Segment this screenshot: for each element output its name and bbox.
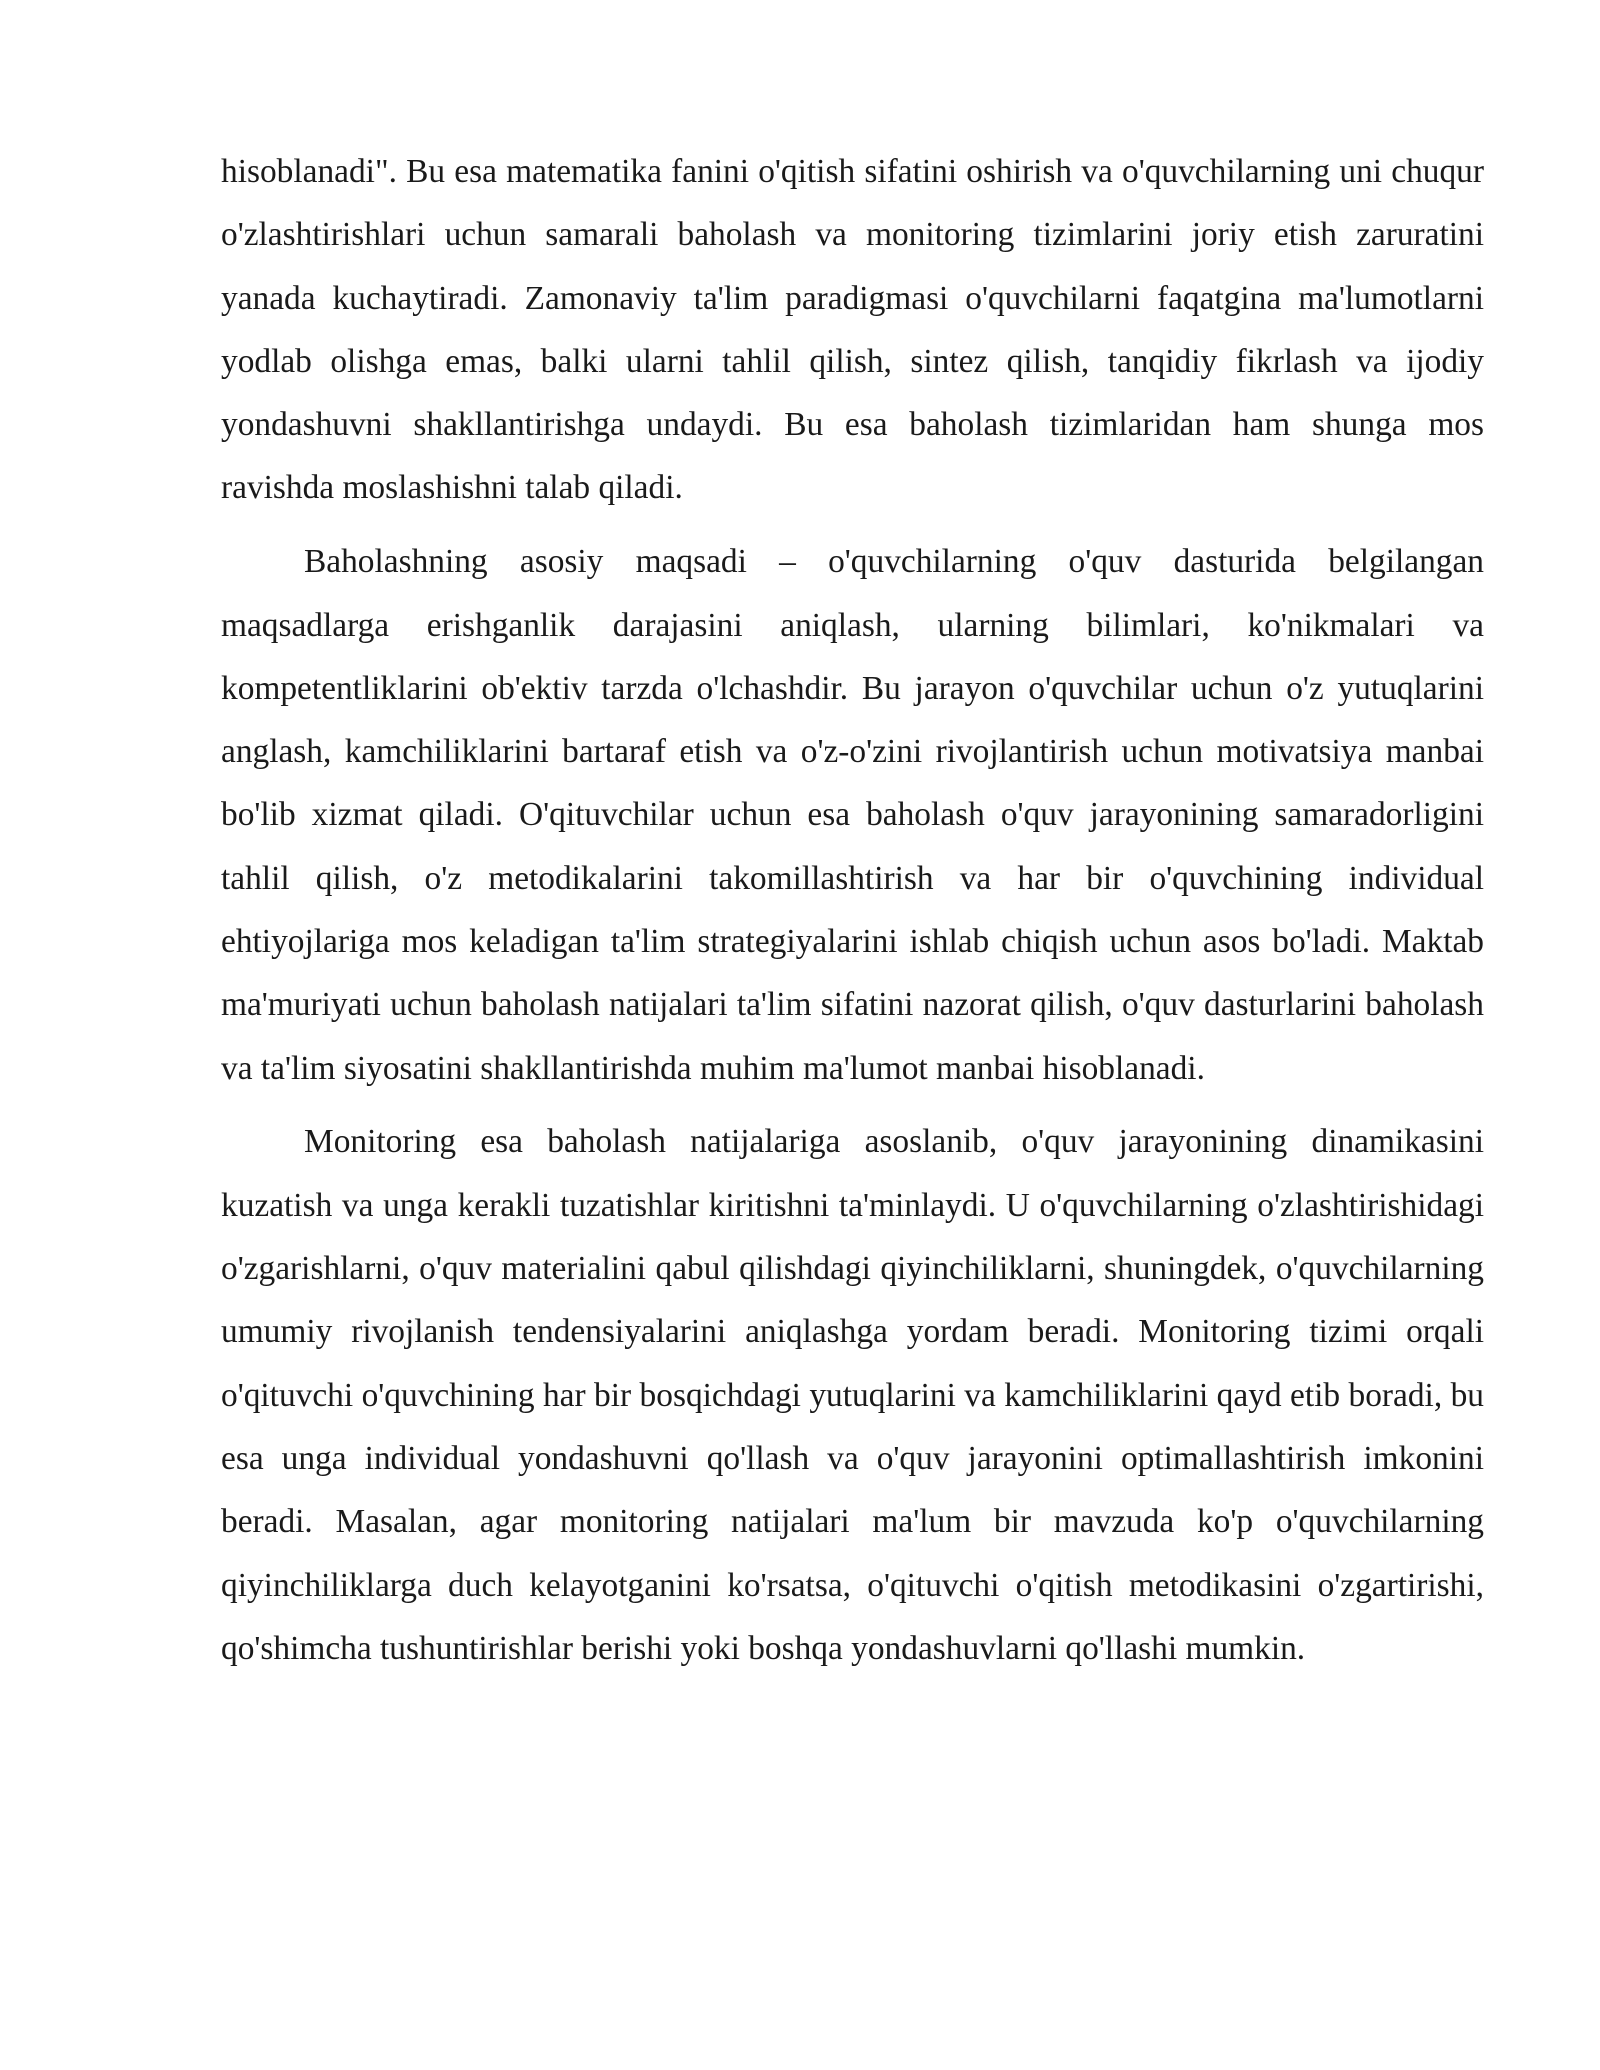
document-body [221,140,1484,1691]
paragraph-2: Baholashning asosiy maqsadi – o'quvchilarning o'quv dasturida belgilangan maqsadlarga erishganlik darajasini aniqlash, ularning bilimlari, ko'nikmalari va kompetentliklarini ob'ektiv tarzda o'lchashdir. Bu jarayon o'quvchilar uchun o'z yutuqlarini anglash, kamchiliklarini bartaraf etish va o'z-o'zini rivojlantirish uchun motivatsiya manbai bo'lib xizmat qiladi. O'qituvchilar uchun esa baholash o'quv jarayonining samaradorligini tahlil qilish, o'z metodikalarini takomillashtirish va har bir o'quvchining individual ehtiyojlariga mos keladigan ta'lim strategiyalarini ishlab chiqish uchun asos bo'ladi. Maktab ma'muriyati uchun baholash natijalari ta'lim sifatini nazorat qilish, o'quv dasturlarini baholash va ta'lim siyosatini shakllantirishda muhim ma'lumot manbai hisoblanadi. [221,543,1484,1087]
paragraph-1: hisoblanadi". Bu esa matematika fanini o'qitish sifatini oshirish va o'quvchilarning uni chuqur o'zlashtirishlari uchun samarali baholash va monitoring tizimlarini joriy etish zaruratini yanada kuchaytiradi. Zamonaviy ta'lim paradigmasi o'quvchilarni faqatgina ma'lumotlarni yodlab olishga emas, balki ularni tahlil qilish, sintez qilish, tanqidiy fikrlash va ijodiy yondashuvni shakllantirishga undaydi. Bu esa baholash tizimlaridan ham shunga mos ravishda moslashishni talab qiladi. [221,153,1484,507]
paragraph-3: Monitoring esa baholash natijalariga asoslanib, o'quv jarayonining dinamikasini kuzatish va unga kerakli tuzatishlar kiritishni ta'minlaydi. U o'quvchilarning o'zlashtirishidagi o'zgarishlarni, o'quv materialini qabul qilishdagi qiyinchiliklarni, shuningdek, o'quvchilarning umumiy rivojlanish tendensiyalarini aniqlashga yordam beradi. Monitoring tizimi orqali o'qituvchi o'quvchining har bir bosqichdagi yutuqlarini va kamchiliklarini qayd etib boradi, bu esa unga individual yondashuvni qo'llash va o'quv jarayonini optimallashtirish imkonini beradi. Masalan, agar monitoring natijalari ma'lum bir mavzuda ko'p o'quvchilarning qiyinchiliklarga duch kelayotganini ko'rsatsa, o'qituvchi o'qitish metodikasini o'zgartirishi, qo'shimcha tushuntirishlar berishi yoki boshqa yondashuvlarni qo'llashi mumkin. [221,1123,1484,1667]
